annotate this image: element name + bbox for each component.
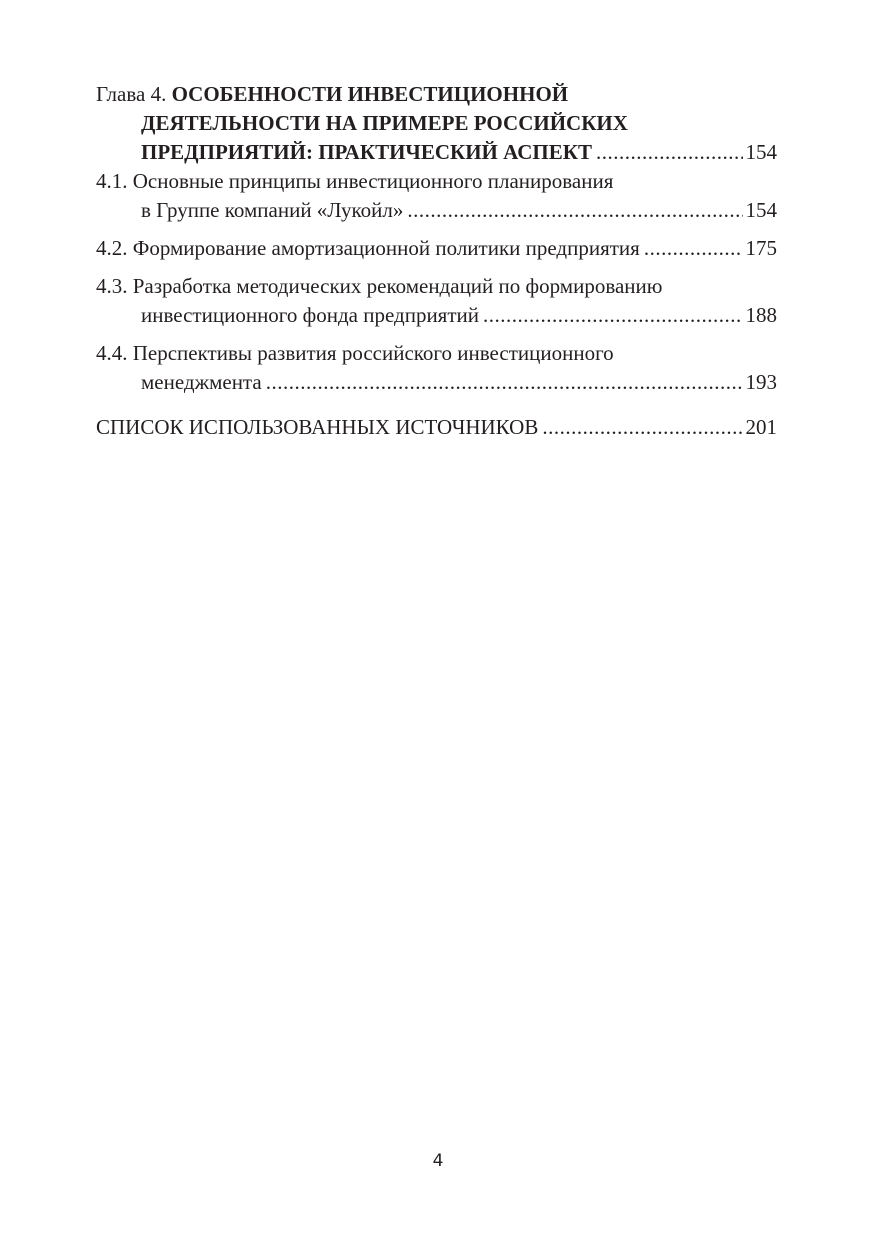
table-of-contents xyxy=(96,80,777,451)
dot-leader xyxy=(407,196,742,225)
chapter-prefix: Глава 4. xyxy=(96,82,172,106)
section-title-line-1: 4.1. Основные принципы инвестиционного планирования xyxy=(96,169,614,193)
toc-entry-4-4[interactable] xyxy=(96,339,777,397)
toc-entry-chapter-4[interactable] xyxy=(96,80,777,167)
toc-line-last xyxy=(96,368,777,397)
toc-line-last xyxy=(96,234,777,263)
toc-entry-4-1[interactable] xyxy=(96,167,777,225)
toc-page-number: 175 xyxy=(745,236,777,260)
sources-title: СПИСОК ИСПОЛЬЗОВАННЫХ ИСТОЧНИКОВ xyxy=(96,415,539,439)
toc-page-number: 154 xyxy=(745,140,777,164)
toc-entry-4-2[interactable] xyxy=(96,234,777,263)
section-title-line-1: 4.4. Перспективы развития российского инвестиционного xyxy=(96,341,614,365)
toc-page-number: 193 xyxy=(745,370,777,394)
toc-line-last xyxy=(96,301,777,330)
chapter-title-part-2: ДЕЯТЕЛЬНОСТИ НА ПРИМЕРЕ РОССИЙСКИХ xyxy=(141,111,628,135)
dot-leader xyxy=(644,234,743,263)
chapter-title-part-3: ПРЕДПРИЯТИЙ: ПРАКТИЧЕСКИЙ АСПЕКТ xyxy=(141,140,592,164)
chapter-title-part-1: ОСОБЕННОСТИ ИНВЕСТИЦИОННОЙ xyxy=(171,82,569,106)
section-title-line-2: инвестиционного фонда предприятий xyxy=(141,303,479,327)
page-number: 4 xyxy=(432,1151,444,1171)
toc-chapter-line-1 xyxy=(96,80,777,109)
toc-line-last xyxy=(96,196,777,225)
dot-leader xyxy=(596,138,743,167)
toc-entry-4-3[interactable] xyxy=(96,272,777,330)
toc-page-number: 154 xyxy=(745,198,777,222)
dot-leader xyxy=(483,301,743,330)
toc-chapter-line-3 xyxy=(96,138,777,167)
toc-line-last xyxy=(96,413,777,442)
section-title-line-1: 4.2. Формирование амортизационной политики предприятия xyxy=(96,236,640,260)
toc-page-number: 201 xyxy=(745,415,777,439)
dot-leader xyxy=(542,413,742,442)
section-title-line-2: в Группе компаний «Лукойл» xyxy=(141,198,404,222)
section-title-line-2: менеджмента xyxy=(141,370,262,394)
dot-leader xyxy=(266,368,743,397)
section-title-line-1: 4.3. Разработка методических рекомендаций по формированию xyxy=(96,274,663,298)
toc-page-number: 188 xyxy=(745,303,777,327)
toc-entry-sources[interactable] xyxy=(96,413,777,442)
